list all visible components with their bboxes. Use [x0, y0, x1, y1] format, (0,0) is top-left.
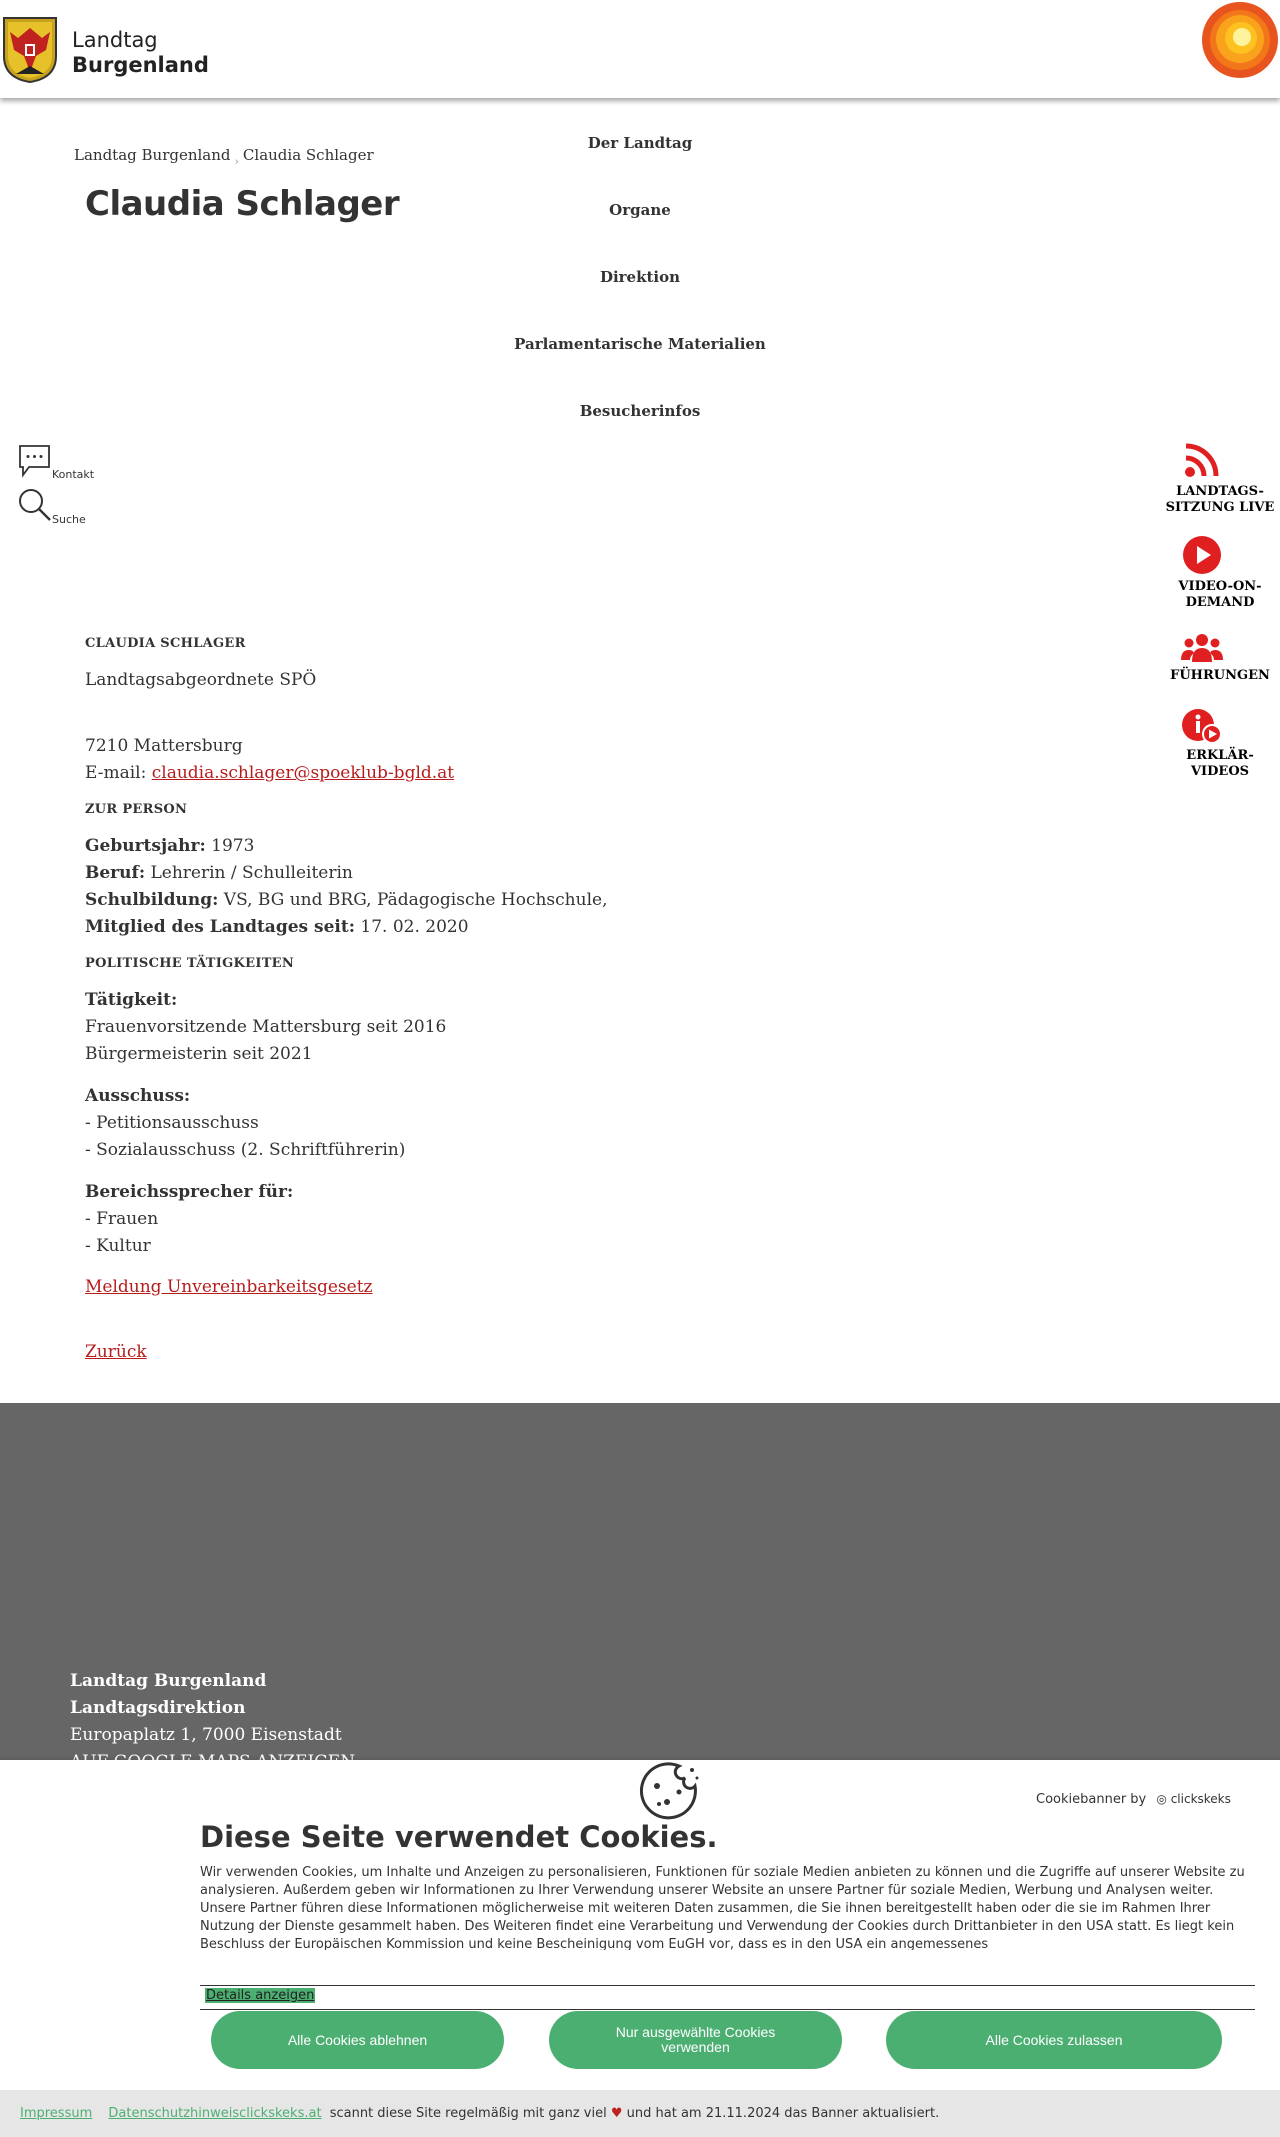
site-header — [0, 0, 1280, 98]
play-icon — [1182, 535, 1222, 575]
selected-cookies-label-2: verwenden — [661, 2039, 730, 2055]
search-icon — [18, 488, 52, 522]
footer-dept: Landtagsdirektion — [70, 1698, 246, 1718]
quicklink-label: ERKLÄR- — [1186, 748, 1254, 763]
quicklink-label-2: VIDEOS — [1190, 764, 1250, 779]
main-navigation — [440, 125, 840, 460]
bottom-text-b: und hat am 21.11.2024 das Banner aktualisiert. — [626, 2106, 940, 2121]
politics-heading: POLITISCHE TÄTIGKEITEN — [85, 956, 295, 971]
burgenland-sun-logo[interactable] — [1198, 0, 1280, 82]
cookie-provider — [1036, 1792, 1231, 1807]
breadcrumb — [74, 146, 374, 168]
contact-label: Kontakt — [52, 468, 95, 481]
group-icon — [1180, 632, 1224, 664]
job-value: Lehrerin / Schulleiterin — [150, 863, 353, 883]
email-label: E-mail: — [85, 763, 147, 783]
nav-item-direktion[interactable]: Direktion — [599, 268, 681, 286]
activity-item: Bürgermeisterin seit 2021 — [85, 1044, 313, 1064]
search-label: Suche — [52, 513, 86, 526]
person-heading: ZUR PERSON — [85, 802, 188, 817]
profile-content — [85, 630, 885, 1366]
contact-link[interactable] — [18, 444, 95, 482]
coat-of-arms-logo[interactable] — [2, 16, 58, 84]
info-video-icon — [1181, 708, 1223, 744]
selected-cookies-label-1: Nur ausgewählte Cookies — [615, 2024, 776, 2040]
birth-row — [85, 833, 885, 860]
heart-icon: ♥ — [610, 2106, 623, 2121]
education-label: Schulbildung: — [85, 890, 219, 910]
cookie-details-toggle[interactable]: Details anzeigen — [206, 1988, 315, 2003]
incompatibility-report-link[interactable]: Meldung Unvereinbarkeitsgesetz — [85, 1277, 373, 1297]
quicklink-label: FÜHRUNGEN — [1170, 668, 1270, 683]
cookie-divider — [200, 2009, 1255, 2010]
birth-value: 1973 — [211, 836, 255, 856]
quicklink-label-2: DEMAND — [1185, 595, 1255, 610]
breadcrumb-separator-icon: › — [234, 155, 239, 168]
spokesperson-item: - Frauen — [85, 1209, 159, 1229]
member-since-value: 17. 02. 2020 — [360, 917, 469, 937]
breadcrumb-home[interactable]: Landtag Burgenland — [74, 146, 231, 164]
nav-item-besucherinfos[interactable]: Besucherinfos — [579, 402, 701, 420]
committee-item: - Sozialausschuss (2. Schriftführerin) — [85, 1140, 406, 1160]
impressum-link[interactable]: Impressum — [20, 2106, 93, 2121]
page-title: Claudia Schlager — [85, 184, 400, 224]
spokesperson-label: Bereichssprecher für: — [85, 1182, 294, 1202]
clickskeks-brand: clickskeks — [1170, 1792, 1231, 1806]
site-logo-text[interactable] — [72, 28, 209, 78]
member-since-label: Mitglied des Landtages seit: — [85, 917, 355, 937]
quicklink-erklaervideos[interactable] — [1160, 708, 1280, 780]
cookie-description: Wir verwenden Cookies, um Inhalte und Anzeigen zu personalisieren, Funktionen für soziale Medien anbieten zu können und die Zugriffe auf unserer Website zu analysieren. Außerdem geben wir Informationen zu Ihrer Verwendung unserer Website an unsere Partner für soziale Medien, Werbung und Analysen weiter. Unsere Partner führen diese Informationen möglicherweise mit weiteren Daten zusammen, die Sie ihnen bereitgestellt haben oder die sie im Rahmen Ihrer Nutzung der Dienste gesammelt haben. Des Weiteren findet eine Verarbeitung und Verwendung der Cookies durch Drittanbieter in den USA statt. Es liegt kein Beschluss der Europäischen Kommission und keine Bescheinigung vom EuGH vor, dass es in den USA ein angemessenes — [200, 1865, 1245, 1950]
quicklink-landtagssitzung-live[interactable] — [1160, 442, 1280, 516]
cookie-banner — [0, 1760, 1280, 2090]
profile-role: Landtagsabgeordnete SPÖ — [85, 670, 317, 690]
cookie-by-label: Cookiebanner by — [1036, 1792, 1147, 1807]
education-row — [85, 887, 885, 914]
quicklink-fuehrungen[interactable] — [1160, 632, 1280, 684]
nav-item-parlamentarische-materialien[interactable]: Parlamentarische Materialien — [514, 335, 766, 353]
logo-line-2: Burgenland — [72, 53, 209, 77]
cookie-icon — [637, 1760, 701, 1820]
committee-label: Ausschuss: — [85, 1086, 191, 1106]
clickskeks-logo[interactable] — [1156, 1792, 1230, 1806]
clickskeks-site-link[interactable]: clickskeks.at — [239, 2106, 322, 2121]
chat-bubble-icon — [18, 444, 52, 478]
reject-all-cookies-button[interactable]: Alle Cookies ablehnen — [211, 2011, 504, 2069]
nav-item-organe[interactable]: Organe — [609, 201, 671, 219]
rss-icon — [1182, 442, 1222, 480]
profile-city: 7210 Mattersburg — [85, 736, 243, 756]
nav-item-der-landtag[interactable]: Der Landtag — [587, 134, 693, 152]
footer-org: Landtag Burgenland — [70, 1671, 267, 1691]
selected-cookies-button[interactable] — [549, 2011, 842, 2069]
profile-name-heading: CLAUDIA SCHLAGER — [85, 636, 246, 651]
member-since-row — [85, 914, 885, 941]
quicklink-label: VIDEO-ON- — [1178, 579, 1262, 594]
quicklink-label: LANDTAGS- — [1176, 484, 1264, 499]
privacy-link[interactable]: Datenschutzhinweis — [108, 2106, 240, 2121]
quicklink-label-2: SITZUNG LIVE — [1165, 500, 1275, 515]
cookie-divider — [200, 1985, 1255, 1986]
bottom-text-a: scannt diese Site regelmäßig mit ganz viel — [329, 2106, 607, 2121]
education-value: VS, BG und BRG, Pädagogische Hochschule, — [223, 890, 608, 910]
job-row — [85, 860, 885, 887]
back-link[interactable]: Zurück — [85, 1342, 147, 1362]
cookie-bottom-bar — [0, 2090, 1280, 2137]
logo-line-1: Landtag — [72, 28, 158, 52]
spokesperson-item: - Kultur — [85, 1236, 151, 1256]
activity-item: Frauenvorsitzende Mattersburg seit 2016 — [85, 1017, 447, 1037]
breadcrumb-current: Claudia Schlager — [242, 146, 374, 164]
email-link[interactable]: claudia.schlager@spoeklub-bgld.at — [151, 763, 455, 783]
activity-label: Tätigkeit: — [85, 990, 178, 1010]
clickskeks-icon: ◎ — [1156, 1792, 1167, 1806]
job-label: Beruf: — [85, 863, 146, 883]
birth-label: Geburtsjahr: — [85, 836, 206, 856]
accept-all-cookies-button[interactable]: Alle Cookies zulassen — [886, 2011, 1222, 2069]
footer-street: Europaplatz 1, 7000 Eisenstadt — [70, 1725, 342, 1745]
quicklink-video-on-demand[interactable] — [1160, 535, 1280, 611]
search-link[interactable] — [18, 488, 86, 526]
cookie-title: Diese Seite verwendet Cookies. — [200, 1820, 718, 1854]
profile-email-row — [85, 760, 885, 787]
committee-item: - Petitionsausschuss — [85, 1113, 259, 1133]
